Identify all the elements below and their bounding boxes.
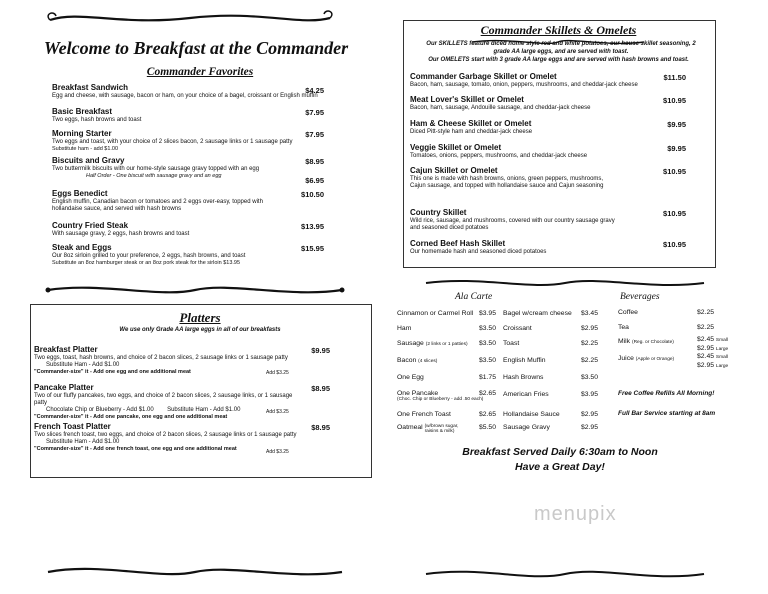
list-item: Eggs Benedict English muffin, Canadian bacon or tomatoes and 2 eggs over-easy, topped with hollandaise sauce, and served with hash browns xyxy=(52,189,263,212)
list-item: Meat Lover's Skillet or Omelet Bacon, ham, sausage, Andouille sausage, and cheddar-jack cheese xyxy=(410,95,591,111)
item-price: $2.25 xyxy=(580,340,598,347)
list-item: Milk (Reg. or Chocolate) xyxy=(618,338,674,345)
list-item: Steak and Eggs Our 8oz sirloin grilled to your preference, 2 eggs, hash browns, and toast Substitute an 8oz hamburger steak or an 8oz pork steak for the sirloin $13.95 xyxy=(52,243,246,266)
item-price: $10.95 xyxy=(663,240,686,249)
item-price: $3.50 xyxy=(580,374,598,381)
list-item: American Fries xyxy=(503,391,549,398)
list-item: Cajun Skillet or Omelet This one is made with hash browns, onions, green peppers, mushrooms, Cajun sausage, and topped with hollandaise sauce and Cajun seasoning xyxy=(410,166,604,189)
item-price: $3.50 xyxy=(478,357,496,364)
item-price: $3.50 xyxy=(478,325,496,332)
item-price: $11.50 xyxy=(663,73,686,82)
item-price: $2.45 Small $2.95 Large xyxy=(697,336,729,352)
item-price: $5.50 xyxy=(478,424,496,431)
add-price: Add $3.25 xyxy=(266,449,289,455)
item-price: $3.50 xyxy=(478,340,496,347)
list-item: Morning Starter Two eggs and toast, with your choice of 2 slices bacon, 2 sausage links or 1 sausage patty Substitute ham - add $1.00 xyxy=(52,129,293,152)
skillets-heading: Commander Skillets & Omelets xyxy=(480,23,637,37)
skillets-intro: Our SKILLETS feature diced home style red and white potatoes, our house skillet seasoning, 2 grade AA large eggs, and are served with toast. xyxy=(426,41,696,55)
list-item: One Pancake (Choc. Chip or Blueberry - add .50 each) xyxy=(397,390,484,402)
add-price: Add $3.25 xyxy=(266,409,289,415)
item-price: $13.95 xyxy=(301,222,324,231)
coffee-refill-note: Free Coffee Refills All Morning! xyxy=(618,390,715,397)
list-item: One French Toast xyxy=(397,411,451,418)
middle-left-flourish xyxy=(40,280,350,300)
list-item: Hollandaise Sauce xyxy=(503,411,560,418)
item-price: $1.75 xyxy=(478,374,496,381)
list-item: Country Fried Steak With sausage gravy, 2 eggs, hash browns and toast xyxy=(52,221,190,237)
bar-service-note: Full Bar Service starting at 8am xyxy=(618,410,716,417)
item-price: $3.95 xyxy=(580,391,598,398)
item-price: $2.25 xyxy=(697,309,715,316)
watermark: menupix xyxy=(534,503,617,525)
list-item: Commander Garbage Skillet or Omelet Bacon, ham, sausage, tomato, onion, peppers, mushrooms, and cheddar-jack cheese xyxy=(410,72,638,88)
favorites-heading: Commander Favorites xyxy=(146,66,254,78)
item-price: $2.95 xyxy=(580,411,598,418)
list-item: Pancake Platter Two of our fluffy pancakes, two eggs, and choice of 2 bacon slices, 2 sausage links, or 1 sausage patty Chocolate Chip or Blueberry - Add $1.00 Substitute Ham - Add $1.00 "Commander-size" it - Add one pancake, one egg and one additional meat xyxy=(34,383,293,420)
platters-heading: Platters xyxy=(179,310,221,325)
omelets-intro: Our OMELETS start with 3 grade AA large eggs and are served with hash browns and toast. xyxy=(428,57,689,63)
list-item: Veggie Skillet or Omelet Tomatoes, onions, peppers, mushrooms, and cheddar-jack cheese xyxy=(410,143,588,159)
half-order-price: $6.95 xyxy=(305,176,324,185)
platters-subtitle: We use only Grade AA large eggs in all of our breakfasts xyxy=(119,327,281,333)
item-price: $10.50 xyxy=(301,190,324,199)
item-price: $8.95 xyxy=(311,384,330,393)
list-item: Toast xyxy=(503,340,520,347)
middle-right-flourish xyxy=(420,274,710,292)
list-item: French Toast Platter Two slices french toast, two eggs, and choice of 2 bacon slices, 2 sausage links or 1 sausage patty Substitute Ham - Add $1.00 "Commander-size" it - Add one french toast, one egg and one additional meat xyxy=(34,422,297,452)
item-price: $7.95 xyxy=(305,130,324,139)
add-price: Add $3.25 xyxy=(266,370,289,376)
item-price: $2.25 xyxy=(580,357,598,364)
list-item: Hash Browns xyxy=(503,374,544,381)
item-price: $2.25 xyxy=(697,324,715,331)
list-item: Bacon (4 slices) xyxy=(397,357,438,364)
item-price: $15.95 xyxy=(301,244,324,253)
item-price: $9.95 xyxy=(311,346,330,355)
item-price: $9.95 xyxy=(667,144,686,153)
list-item: Biscuits and Gravy Two buttermilk biscuits with our home-style sausage gravy topped with an egg Half Order - One biscuit with sausage gravy and an egg xyxy=(52,156,260,179)
list-item: Croissant xyxy=(503,325,532,332)
item-price: $2.95 xyxy=(580,325,598,332)
hours-note: Breakfast Served Daily 6:30am to Noon xyxy=(462,446,658,458)
list-item: English Muffin xyxy=(503,357,546,364)
list-item: Country Skillet Wild rice, sausage, and mushrooms, covered with our country sausage gravy and seasoned diced potatoes xyxy=(410,208,615,231)
item-price: $8.95 xyxy=(305,157,324,166)
item-price: $10.95 xyxy=(663,96,686,105)
list-item: One Egg xyxy=(397,374,424,381)
list-item: Juice (Apple or Orange) xyxy=(618,355,675,362)
list-item: Bagel w/cream cheese xyxy=(503,310,572,317)
item-price: $2.65 xyxy=(478,411,496,418)
item-price: $10.95 xyxy=(663,167,686,176)
item-price: $2.65 xyxy=(478,390,496,397)
list-item: Corned Beef Hash Skillet Our homemade hash and seasoned diced potatoes xyxy=(410,239,547,255)
list-item: Cinnamon or Carmel Roll xyxy=(397,310,474,317)
item-price: $2.45 Small $2.95 Large xyxy=(697,353,729,369)
top-left-flourish xyxy=(40,6,340,30)
list-item: Ham & Cheese Skillet or Omelet Diced Pitt-style ham and cheddar-jack cheese xyxy=(410,119,533,135)
list-item: Sausage (2 links or 1 patties) xyxy=(397,340,468,347)
list-item: Breakfast Sandwich Egg and cheese, with sausage, bacon or ham, on your choice of a bagel, croissant or English muffin xyxy=(52,83,318,99)
list-item: Tea xyxy=(618,324,629,331)
page-title: Welcome to Breakfast at the Commander xyxy=(43,38,349,58)
list-item: Oatmeal (w/brown sugar, raisins & milk) xyxy=(397,424,459,434)
item-price: $7.95 xyxy=(305,108,324,117)
item-price: $3.95 xyxy=(478,310,496,317)
item-price: $4.25 xyxy=(305,86,324,95)
bottom-right-flourish xyxy=(420,564,710,584)
bottom-left-flourish xyxy=(40,560,350,582)
list-item: Ham xyxy=(397,325,412,332)
beverages-heading: Beverages xyxy=(620,292,660,302)
list-item: Basic Breakfast Two eggs, hash browns and toast xyxy=(52,107,142,123)
list-item: Sausage Gravy xyxy=(503,424,550,431)
alacarte-heading: Ala Carte xyxy=(455,292,493,302)
item-price: $9.95 xyxy=(667,120,686,129)
list-item: Breakfast Platter Two eggs, toast, hash browns, and choice of 2 bacon slices, 2 sausage links or 1 sausage patty Substitute Ham - Add $1.00 "Commander-size" it - Add one egg and one additional meat xyxy=(34,345,288,375)
list-item: Coffee xyxy=(618,309,638,316)
item-price: $2.95 xyxy=(580,424,598,431)
greeting: Have a Great Day! xyxy=(515,461,605,473)
item-price: $3.45 xyxy=(580,310,598,317)
item-price: $8.95 xyxy=(311,423,330,432)
item-price: $10.95 xyxy=(663,209,686,218)
